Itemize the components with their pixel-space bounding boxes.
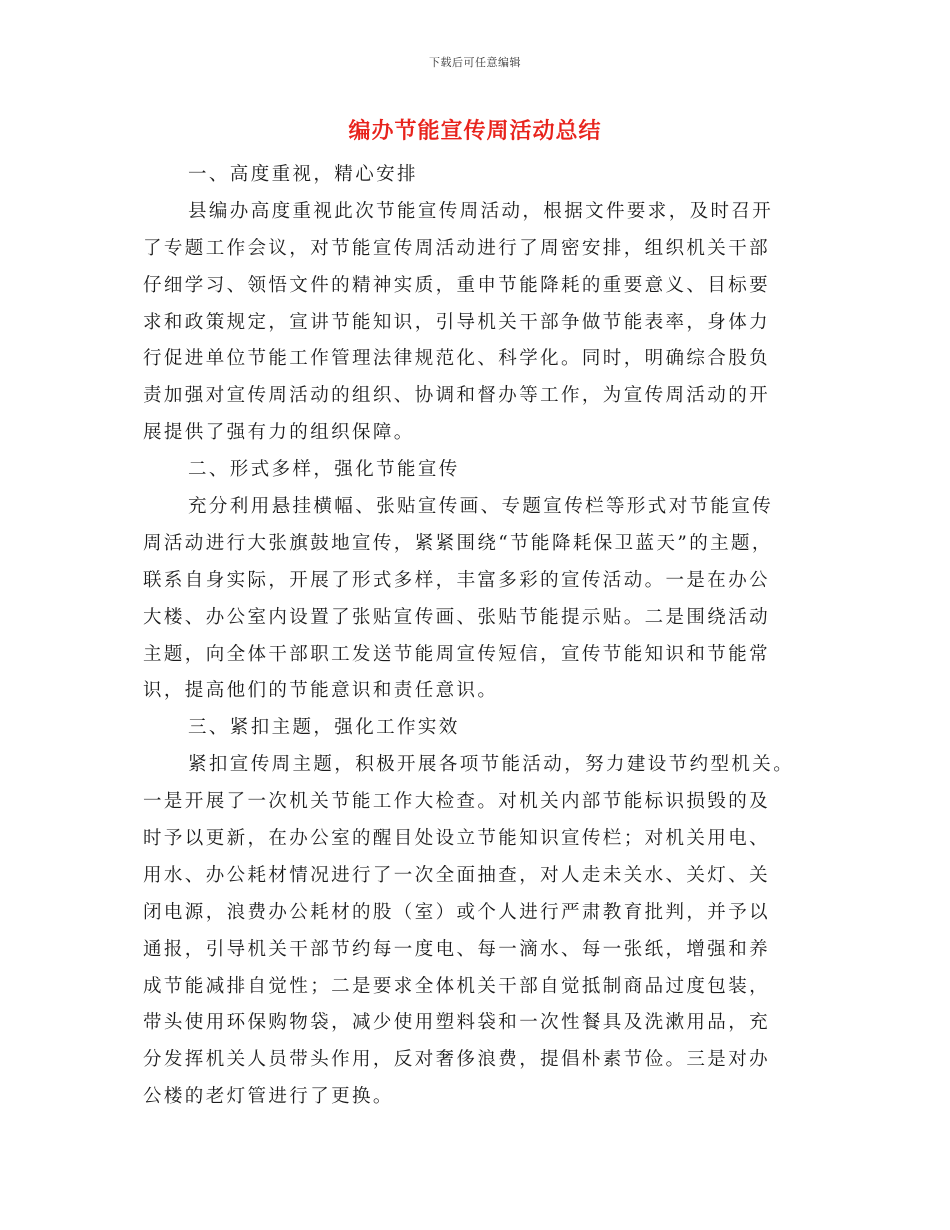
paragraph-line: 责加强对宣传周活动的组织、协调和督办等工作，为宣传周活动的开 [143, 385, 771, 407]
paragraph-line: 展提供了强有力的组织保障。 [143, 422, 415, 444]
paragraph-first-line: 县编办高度重视此次节能宣传周活动，根据文件要求，及时召开 [188, 200, 774, 222]
paragraph-first-line: 紧扣宣传周主题，积极开展各项节能活动，努力建设节约型机关。 [188, 754, 795, 776]
paragraph-line: 了专题工作会议，对节能宣传周活动进行了周密安排，组织机关干部 [143, 237, 771, 259]
paragraph-first-line: 充分利用悬挂横幅、张贴宣传画、专题宣传栏等形式对节能宣传 [188, 496, 774, 518]
paragraph-first-line: 一、高度重视，精心安排 [188, 164, 418, 185]
paragraph-line: 带头使用环保购物袋，减少使用塑料袋和一次性餐具及洗漱用品，充 [143, 1012, 771, 1034]
paragraph-line: 主题，向全体干部职工发送节能周宣传短信，宣传节能知识和节能常 [143, 643, 771, 665]
paragraph-line: 通报，引导机关干部节约每一度电、每一滴水、每一张纸，增强和养 [143, 938, 771, 960]
paragraph-line: 公楼的老灯管进行了更换。 [143, 1086, 394, 1108]
paragraph-line: 识，提高他们的节能意识和责任意识。 [143, 680, 499, 702]
paragraph-line: 闭电源，浪费办公耗材的股（室）或个人进行严肃教育批判，并予以 [143, 901, 771, 923]
paragraph-line: 分发挥机关人员带头作用，反对奢侈浪费，提倡朴素节俭。三是对办 [143, 1049, 771, 1071]
paragraph-line: 成节能减排自觉性；二是要求全体机关干部自觉抵制商品过度包装， [143, 975, 771, 997]
paragraph-first-line: 三、紧扣主题，强化工作实效 [188, 717, 460, 739]
paragraph-line: 周活动进行大张旗鼓地宣传，紧紧围绕“节能降耗保卫蓝天”的主题， [143, 532, 773, 554]
paragraph-line: 行促进单位节能工作管理法律规范化、科学化。同时，明确综合股负 [143, 348, 771, 370]
paragraph-line: 仔细学习、领悟文件的精神实质，重申节能降耗的重要意义、目标要 [143, 274, 771, 296]
paragraph-line: 用水、办公耗材情况进行了一次全面抽查，对人走未关水、关灯、关 [143, 864, 771, 886]
document-body [143, 157, 809, 1116]
paragraph-first-line: 二、形式多样，强化节能宣传 [188, 459, 460, 481]
paragraph-line: 大楼、办公室内设置了张贴宣传画、张贴节能提示贴。二是围绕活动 [143, 606, 771, 628]
document-title: 编办节能宣传周活动总结 [348, 119, 602, 144]
paragraph-line: 时予以更新，在办公室的醒目处设立节能知识宣传栏；对机关用电、 [143, 828, 771, 850]
paragraph-line: 求和政策规定，宣讲节能知识，引导机关干部争做节能表率，身体力 [143, 311, 771, 333]
header-note: 下载后可任意编辑 [429, 56, 521, 69]
paragraph-line: 联系自身实际，开展了形式多样，丰富多彩的宣传活动。一是在办公 [143, 569, 771, 591]
paragraph-line: 一是开展了一次机关节能工作大检查。对机关内部节能标识损毁的及 [143, 791, 771, 813]
